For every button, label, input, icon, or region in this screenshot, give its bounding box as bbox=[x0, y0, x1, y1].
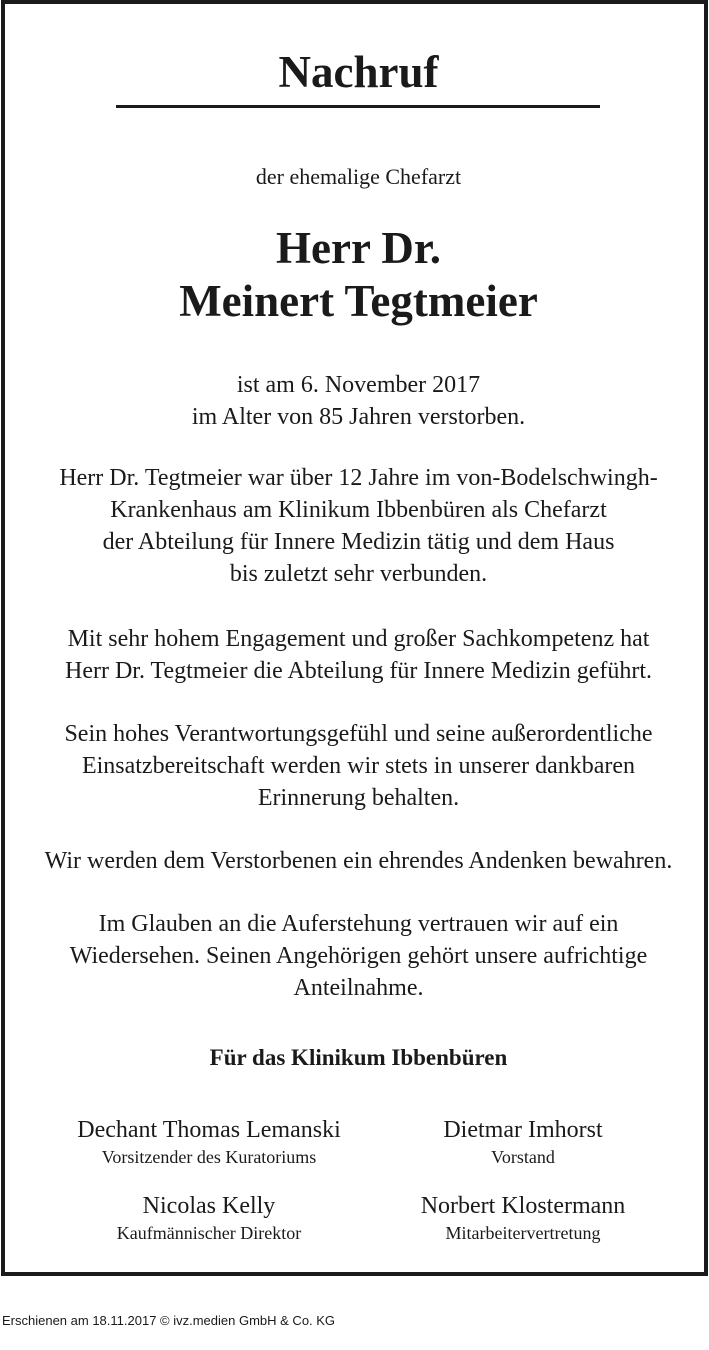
signatory bbox=[353, 1115, 693, 1169]
text-line: Einsatzbereitschaft werden wir stets in unserer dankbaren bbox=[81, 753, 636, 779]
signatory-name: Dechant Thomas Lemanski bbox=[77, 1117, 341, 1143]
deceased-name bbox=[5, 222, 709, 328]
text-line: ist am 6. November 2017 bbox=[236, 372, 481, 398]
text-line: im Alter von 85 Jahren verstorben. bbox=[191, 404, 526, 430]
text-line: Herr Dr. Tegtmeier die Abteilung für Innere Medizin geführt. bbox=[64, 658, 652, 684]
signatory-role: Kaufmännischer Direktor bbox=[116, 1223, 302, 1243]
text-line: Im Glauben an die Auferstehung vertrauen wir auf ein bbox=[98, 911, 619, 937]
text-line: Anteilnahme. bbox=[293, 975, 424, 1001]
text-line: Krankenhaus am Klinikum Ibbenbüren als Chefarzt bbox=[110, 497, 607, 523]
signatory bbox=[353, 1191, 693, 1245]
notice-title: Nachruf bbox=[278, 47, 439, 97]
signatory-name: Nicolas Kelly bbox=[142, 1193, 276, 1219]
organization-line: Für das Klinikum Ibbenbüren bbox=[209, 1045, 508, 1070]
text-line: der Abteilung für Innere Medizin tätig und dem Haus bbox=[102, 529, 615, 555]
paragraph-remembrance bbox=[5, 845, 709, 877]
paragraph-career bbox=[5, 462, 709, 590]
text-line: Herr Dr. Tegtmeier war über 12 Jahre im von-Bodelschwingh- bbox=[59, 465, 658, 491]
signatory-name: Norbert Klostermann bbox=[420, 1193, 626, 1219]
text-line: Erinnerung behalten. bbox=[257, 785, 460, 811]
signatory-role: Mitarbeitervertretung bbox=[445, 1223, 601, 1243]
paragraph-responsibility bbox=[5, 718, 709, 814]
paragraph-death-date bbox=[5, 369, 709, 433]
paragraph-engagement bbox=[5, 623, 709, 687]
signatory-role: Vorstand bbox=[491, 1147, 555, 1167]
notice-subtitle: der ehemalige Chefarzt bbox=[255, 164, 462, 189]
paragraph-condolences bbox=[5, 908, 709, 1004]
text-line: Sein hohes Verantwortungsgefühl und seine außerordentliche bbox=[64, 721, 653, 747]
signatory bbox=[39, 1115, 379, 1169]
publication-footer: Erschienen am 18.11.2017 © ivz.medien GmbH & Co. KG bbox=[2, 1313, 336, 1328]
obituary-notice bbox=[1, 0, 708, 1276]
text-line: Wir werden dem Verstorbenen ein ehrendes Andenken bewahren. bbox=[44, 848, 673, 874]
text-line: Wiedersehen. Seinen Angehörigen gehört unsere aufrichtige bbox=[69, 943, 648, 969]
deceased-name-line: Meinert Tegtmeier bbox=[179, 276, 538, 326]
title-underline bbox=[116, 105, 600, 108]
text-line: Mit sehr hohem Engagement und großer Sachkompetenz hat bbox=[67, 626, 650, 652]
text-line: bis zuletzt sehr verbunden. bbox=[229, 561, 488, 587]
deceased-name-line: Herr Dr. bbox=[276, 223, 441, 273]
signatory-role: Vorsitzender des Kuratoriums bbox=[101, 1147, 317, 1167]
signatory bbox=[39, 1191, 379, 1245]
signatory-name: Dietmar Imhorst bbox=[443, 1117, 603, 1143]
